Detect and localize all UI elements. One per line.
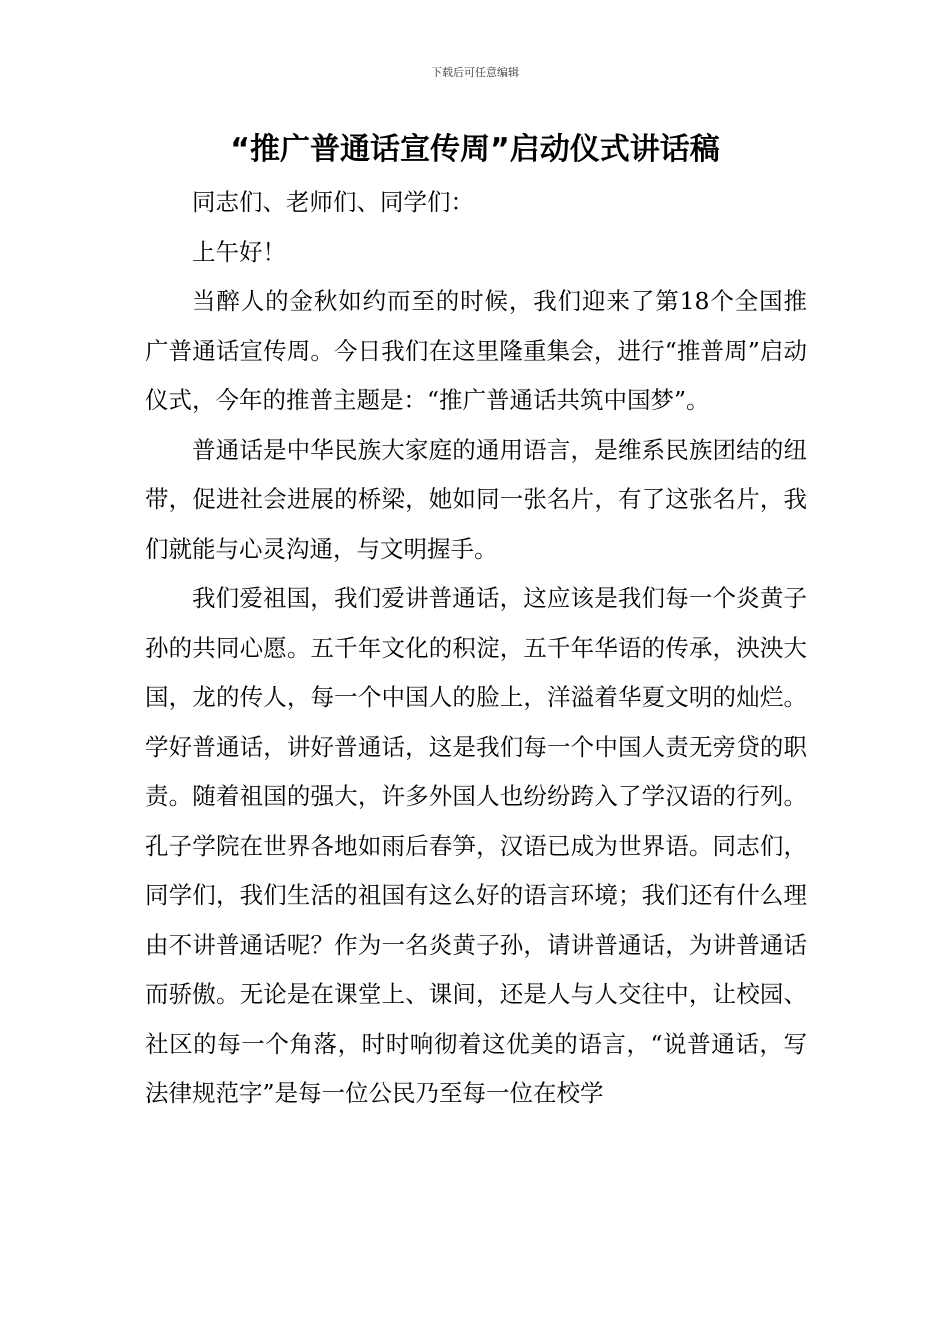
greeting: 上午好！ [192,237,286,266]
paragraph-3: 我们爱祖国，我们爱讲普通话，这应该是我们每一个炎黄子孙的共同心愿。五千年文化的积淀，五千年华语的传承，泱泱大国，龙的传人，每一个中国人的脸上，洋溢着华夏文明的灿烂。学好普通话，讲好普通话，这是我们每一个中国人责无旁贷的职责。随着祖国的强大，许多外国人也纷纷跨入了学汉语的行列。孔子学院在世界各地如雨后春笋，汉语已成为世界语。同志们，同学们，我们生活的祖国有这么好的语言环境；我们还有什么理由不讲普通话呢？作为一名炎黄子孙，请讲普通话，为讲普通话而骄傲。无论是在课堂上、课间，还是人与人交往中，让校园、社区的每一个角落，时时响彻着这优美的语言，“说普通话，写法律规范字”是每一位公民乃至每一位在校学 [145,584,807,1107]
document-body [145,178,807,1119]
paragraph-1: 当醉人的金秋如约而至的时候，我们迎来了第18个全国推广普通话宣传周。今日我们在这里隆重集会，进行“推普周”启动仪式，今年的推普主题是：“推广普通话共筑中国梦”。 [145,287,807,414]
paragraph-2: 普通话是中华民族大家庭的通用语言，是维系民族团结的纽带，促进社会进展的桥梁，她如同一张名片，有了这张名片，我们就能与心灵沟通，与文明握手。 [145,435,807,563]
header-note: 下载后可任意编辑 [431,66,519,79]
document-title: “推广普通话宣传周”启动仪式讲话稿 [230,132,720,167]
salutation: 同志们、老师们、同学们： [192,188,474,216]
